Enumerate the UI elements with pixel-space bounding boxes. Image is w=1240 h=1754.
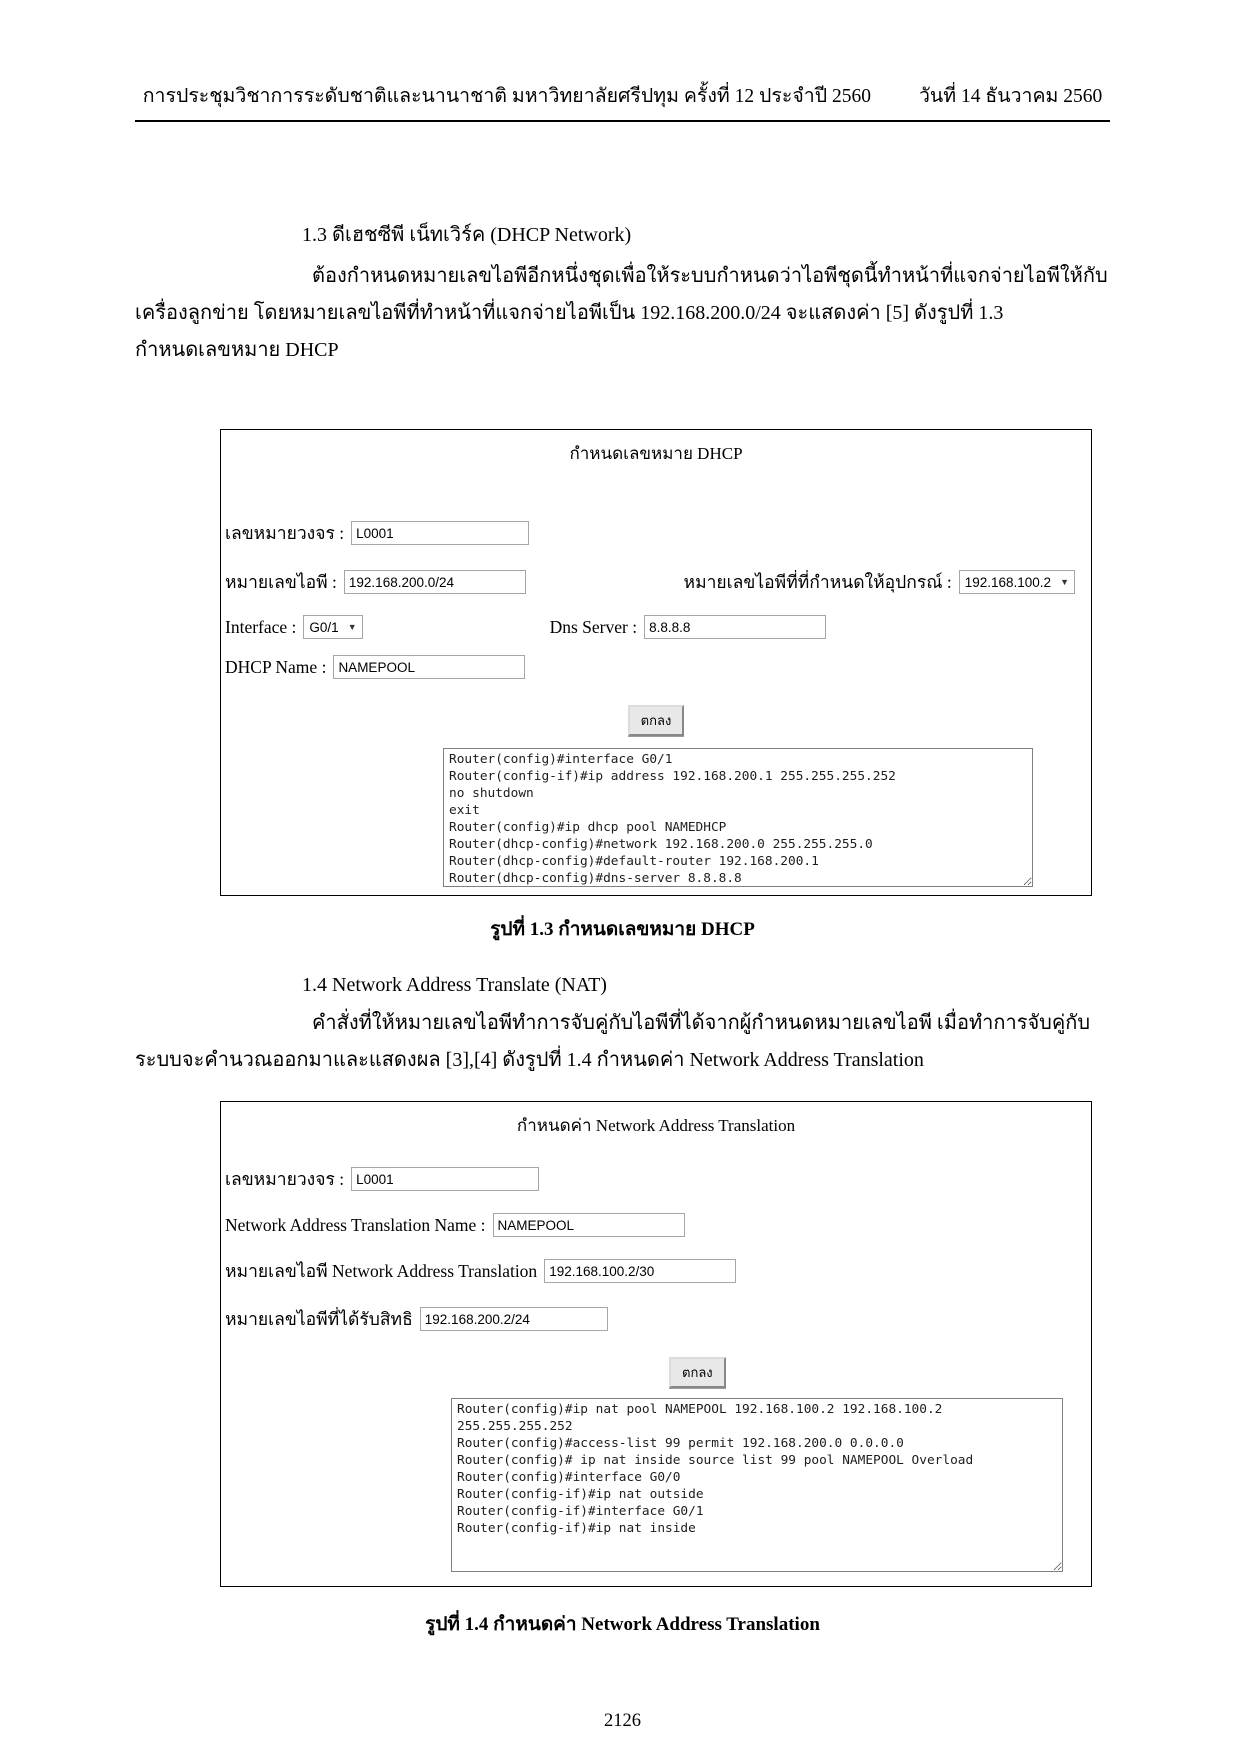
nat-ip-input[interactable] (544, 1259, 736, 1283)
page-number: 2126 (604, 1711, 641, 1731)
nat-ip-label: หมายเลขไอพี Network Address Translation (225, 1261, 538, 1281)
nat-name-input[interactable] (493, 1213, 685, 1237)
interface-select[interactable] (303, 615, 362, 639)
ip-number-label: หมายเลขไอพี : (225, 572, 337, 592)
dhcp-paragraph-line1: ต้องกำหนดหมายเลขไอพีอีกหนึ่งชุดเพื่อให้ระบบกำหนดว่าไอพีชุดนี้ทำหน้าที่แจกจ่ายไอพีให้กับ (312, 265, 1108, 287)
dns-server-input[interactable] (644, 615, 826, 639)
circuit-number-label: เลขหมายวงจร : (225, 523, 345, 543)
device-ip-selected-value: 192.168.100.2 (964, 574, 1052, 590)
device-ip-label: หมายเลขไอพีที่ที่กำหนดให้อุปกรณ์ : (683, 572, 952, 592)
nat-name-label: Network Address Translation Name : (225, 1214, 486, 1235)
circuit-number-label: เลขหมายวงจร : (225, 1169, 345, 1189)
ip-number-input[interactable] (344, 570, 526, 594)
device-ip-select[interactable] (959, 570, 1075, 594)
conference-title: การประชุมวิชาการระดับชาติและนานาชาติ มหาวิทยาลัยศรีปทุม ครั้งที่ 12 ประจำปี 2560 (142, 86, 871, 107)
section-heading-1-3: 1.3 ดีเฮชซีพี เน็ทเวิร์ค (DHCP Network) (302, 224, 632, 246)
dhcp-form (220, 429, 1092, 896)
nat-form (220, 1101, 1092, 1587)
figure-1-4-caption: รูปที่ 1.4 กำหนดค่า Network Address Translation (425, 1614, 820, 1635)
dhcp-paragraph-line3: กำหนดเลขหมาย DHCP (135, 339, 339, 361)
conference-date: วันที่ 14 ธันวาคม 2560 (918, 86, 1103, 107)
dhcp-name-label: DHCP Name : (225, 656, 327, 677)
interface-label: Interface : (225, 616, 297, 637)
dhcp-form-title: กำหนดเลขหมาย DHCP (569, 444, 743, 463)
dns-server-label: Dns Server : (549, 616, 638, 637)
section-heading-1-4: 1.4 Network Address Translate (NAT) (302, 974, 607, 996)
submit-button[interactable]: ตกลง (669, 1357, 726, 1388)
running-head (135, 80, 1110, 122)
circuit-number-input[interactable] (351, 1167, 539, 1191)
nat-paragraph-line1: คำสั่งที่ให้หมายเลขไอพีทำการจับคู่กับไอพีที่ได้จากผู้กำหนดหมายเลขไอพี เมื่อทำการจับคู่กับ (312, 1012, 1091, 1034)
rights-ip-label: หมายเลขไอพีที่ได้รับสิทธิ (225, 1309, 413, 1329)
dhcp-config-console[interactable] (443, 748, 1033, 887)
rights-ip-input[interactable] (420, 1307, 608, 1331)
nat-config-console[interactable] (451, 1398, 1063, 1572)
nat-form-title: กำหนดค่า Network Address Translation (516, 1116, 796, 1135)
circuit-number-input[interactable] (351, 521, 529, 545)
nat-paragraph-line2: ระบบจะคำนวณออกมาและแสดงผล [3],[4] ดังรูปที่ 1.4 กำหนดค่า Network Address Translation (135, 1049, 924, 1071)
interface-selected-value: G0/1 (309, 619, 339, 635)
chevron-down-icon: ▼ (1060, 577, 1069, 587)
dhcp-paragraph-line2: เครื่องลูกข่าย โดยหมายเลขไอพีที่ทำหน้าที่แจกจ่ายไอพีเป็น 192.168.200.0/24 จะแสดงค่า [5] ดังรูปที่ 1.3 (135, 302, 1004, 324)
dhcp-name-input[interactable] (333, 655, 525, 679)
submit-button[interactable]: ตกลง (628, 705, 685, 736)
chevron-down-icon: ▼ (347, 622, 357, 632)
figure-1-3-caption: รูปที่ 1.3 กำหนดเลขหมาย DHCP (490, 919, 755, 940)
